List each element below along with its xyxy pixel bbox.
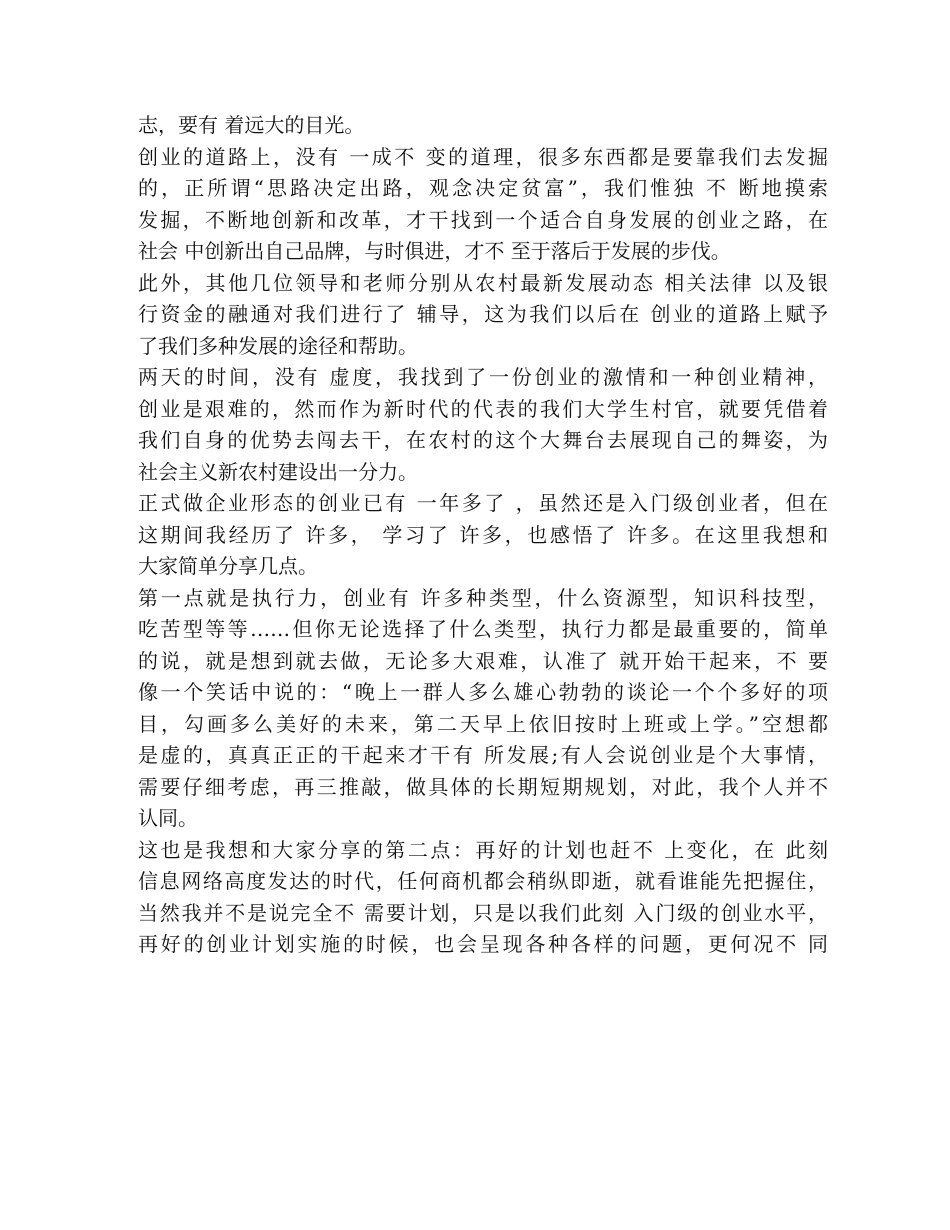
text-line: 信息网络高度发达的时代，任何商机都会稍纵即逝，就看谁能先把握住， [138,869,828,893]
text-line: 创业的道路上，没有 一成不 变的道理，很多东西都是要靠我们去发掘 [138,144,828,169]
text-line: 目，勾画多么美好的未来，第二天早上依旧按时上班或上学。”空想都 [138,711,828,736]
text-line: 大家简单分享几点。 [138,554,318,578]
text-line: 我们自身的优势去闯去干，在农村的这个大舞台去展现自己的舞姿，为 [138,428,828,452]
text-line: 当然我并不是说完全不 需要计划，只是以我们此刻 入门级的创业水平， [138,900,828,925]
text-line: 这期间我经历了 许多， 学习了 许多，也感悟了 许多。在这里我想和 [138,522,828,547]
text-line: 像一个笑话中说的：“晚上一群人多么雄心勃勃的谈论一个个多好的项 [138,680,828,704]
text-line: 第一点就是执行力，创业有 许多种类型，什么资源型，知识科技型， [138,585,828,610]
text-line: 志，要有 着远大的目光。 [138,113,365,137]
text-line: 发掘，不断地创新和改革，才干找到一个适合自身发展的创业之路，在 [138,207,828,232]
text-line: 了我们多种发展的途径和帮助。 [138,333,418,358]
text-line: 两天的时间，没有 虚度，我找到了一份创业的激情和一种创业精神， [138,365,828,389]
text-line: 社会主义新农村建设出一分力。 [138,459,418,484]
text-line: 社会 中创新出自己品牌，与时俱进，才不 至于落后于发展的步伐。 [138,239,731,263]
text-line: 创业是艰难的，然而作为新时代的代表的我们大学生村官，就要凭借着 [138,396,828,421]
text-line: 是虚的，真真正正的干起来才干有 所发展;有人会说创业是个大事情， [138,743,828,767]
text-line: 正式做企业形态的创业已有 一年多了 ，虽然还是入门级创业者，但在 [138,491,828,515]
text-line: 吃苦型等等……但你无论选择了什么类型，执行力都是最重要的，简单 [138,617,828,641]
text-line: 此外，其他几位领导和老师分别从农村最新发展动态 相关法律 以及银 [138,270,828,295]
text-line: 这也是我想和大家分享的第二点：再好的计划也赶不 上变化，在 此刻 [138,837,828,862]
text-line: 的，正所谓“思路决定出路，观念决定贫富”，我们惟独 不 断地摸索 [138,176,828,200]
text-line: 认同。 [138,806,198,830]
document-page [138,110,828,961]
text-line: 行资金的融通对我们进行了 辅导，这为我们以后在 创业的道路上赋予 [138,302,828,326]
text-line: 再好的创业计划实施的时候，也会呈现各种各样的问题，更何况不 同 [138,932,828,956]
text-line: 需要仔细考虑，再三推敲，做具体的长期短期规划，对此，我个人并不 [138,774,828,799]
text-line: 的说，就是想到就去做，无论多大艰难，认准了 就开始干起来，不 要 [138,648,828,673]
